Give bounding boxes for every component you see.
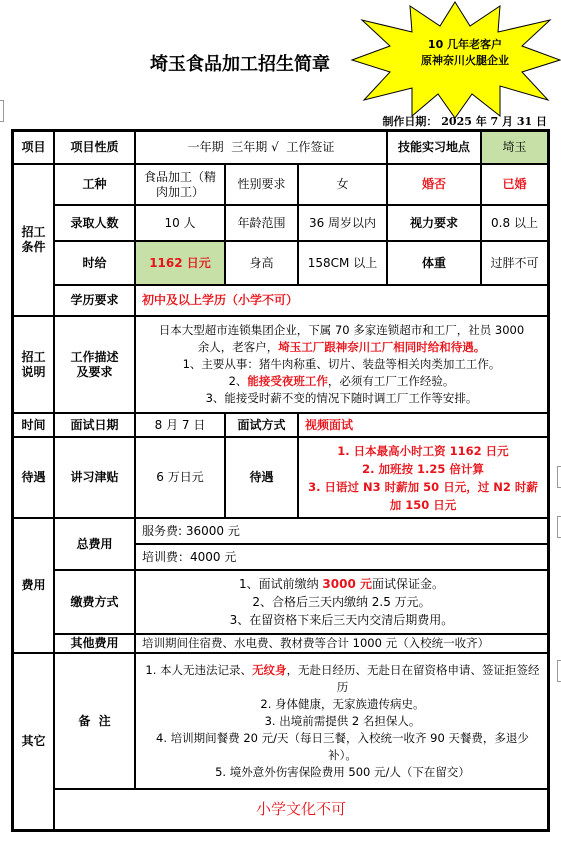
left-edge-marker [0, 100, 4, 122]
desc-line-3: 1、主要从事：猪牛肉称重、切片、装盘等相关肉类加工工作。 [182, 357, 501, 371]
section-misc: 其它 [13, 653, 54, 830]
weight-label: 体重 [387, 241, 481, 285]
training-fee: 培训费：4000 元 [135, 544, 548, 570]
section-desc: 招工说明 [13, 316, 54, 413]
age-value: 36 周岁以内 [298, 205, 387, 241]
edu-value: 初中及以上学历（小学不可） [135, 285, 548, 316]
section-fees: 费用 [13, 518, 54, 653]
section-benefit: 待遇 [13, 437, 54, 518]
note-1b: 无纹身 [252, 662, 287, 677]
interview-method-value: 视频面试 [298, 413, 548, 437]
desc-line-2a: 余人，老客户， [197, 340, 279, 354]
desc-content [135, 316, 548, 413]
pay-method-content [135, 570, 548, 634]
header-project: 项目 [13, 131, 54, 164]
wage-value [135, 241, 225, 285]
benefit-item-3: 3. 日语过 N3 时薪加 50 日元，过 N2 时薪加 150 日元 [308, 479, 538, 512]
pay-line-1b: 3000 元 [322, 577, 372, 591]
location-label: 技能实习地点 [387, 131, 481, 164]
note-4: 4. 培训期间餐费 20 元/天（每日三餐，入校统一收齐 90 天餐费，多退少补）。 [156, 730, 529, 762]
height-label: 身高 [225, 241, 298, 285]
pay-line-1a: 1、面试前缴纳 [238, 577, 323, 591]
count-label: 录取人数 [54, 205, 135, 241]
badge-line1: 10 几年老客户 [427, 38, 503, 51]
right-edge-marker [557, 466, 561, 488]
note-3: 3. 出境前需提供 2 名担保人。 [264, 713, 421, 728]
gender-value: 女 [298, 164, 387, 205]
notes-content [135, 653, 548, 789]
wage-label: 时给 [54, 241, 135, 285]
badge-line2: 原神奈川火腿企业 [421, 54, 509, 67]
benefit-label: 待遇 [225, 437, 298, 518]
weight-value: 过胖不可 [481, 241, 548, 285]
desc-line-4a: 2、 [228, 374, 248, 388]
note-5: 5. 境外意外伤害保险费用 500 元/人（下在留交） [215, 764, 470, 779]
desc-line-4 [142, 373, 541, 390]
vision-value: 0.8 以上 [481, 205, 548, 241]
period-options: 一年期 三年期 √ 工作签证 [135, 131, 387, 164]
pay-line-3: 3、在留资格下来后三天内交清后期费用。 [229, 613, 454, 627]
notes-label: 备 注 [54, 653, 135, 789]
note-2: 2. 身体健康，无家族遗传病史。 [260, 696, 425, 711]
note-1a: 1. 本人无违法记录、 [145, 662, 253, 677]
interview-date-label: 面试日期 [54, 413, 135, 437]
section-time: 时间 [13, 413, 54, 437]
final-note: 小学文化不可 [54, 789, 548, 830]
desc-line-2 [142, 339, 541, 356]
age-label: 年龄范围 [225, 205, 298, 241]
badge-text [395, 37, 535, 69]
location-value: 埼玉 [481, 131, 548, 164]
desc-line-4c: ，必须有工厂工作经验。 [327, 374, 455, 388]
edu-label: 学历要求 [54, 285, 135, 316]
other-fee-value: 培训期间住宿费、水电费、教材费等合计 1000 元（入校统一收齐） [135, 634, 548, 653]
note-1 [144, 662, 541, 696]
gender-label: 性别要求 [225, 164, 298, 205]
pay-method-label: 缴费方式 [54, 570, 135, 634]
service-fee: 服务费: 36000 元 [135, 518, 548, 544]
desc-line-1: 日本大型超市连锁集团企业，下属 70 多家连锁超市和工厂，社员 3000 [158, 323, 525, 337]
note-1c: ，无赴日经历、无赴日在留资格申请、签证拒签经历 [286, 662, 540, 694]
benefit-item-2: 2. 加班按 1.25 倍计算 [362, 461, 484, 476]
pay-line-1c: 面试保证金。 [372, 577, 445, 591]
issue-date: 制作日期： 2025 年 7 月 31 日 [382, 115, 547, 128]
benefit-list [298, 437, 548, 518]
benefit-item-1: 1. 日本最高小时工资 1162 日元 [337, 443, 509, 458]
other-fee-label: 其他费用 [54, 634, 135, 653]
vision-label: 视力要求 [387, 205, 481, 241]
header-nature: 项目性质 [54, 131, 135, 164]
interview-method-label: 面试方式 [225, 413, 298, 437]
married-label: 婚否 [387, 164, 481, 205]
total-fee-label: 总费用 [54, 518, 135, 570]
interview-date-value: 8 月 7 日 [135, 413, 225, 437]
right-edge-marker-2 [557, 516, 561, 538]
height-value: 158CM 以上 [298, 241, 387, 285]
recruitment-table [11, 129, 550, 832]
job-value: 食品加工（精肉加工） [135, 164, 225, 205]
pay-line-2: 2、合格后三天内缴纳 2.5 万元。 [252, 595, 431, 609]
job-label: 工种 [54, 164, 135, 205]
section-recruit: 招工条件 [13, 164, 54, 316]
desc-label: 工作描述及要求 [54, 316, 135, 413]
desc-line-2b: 埼玉工厂跟神奈川工厂相同时给和待遇。 [278, 340, 486, 354]
pay-line-1 [142, 575, 541, 593]
married-value: 已婚 [481, 164, 548, 205]
desc-line-5: 3、能接受时薪不变的情况下随时调工厂工作等安排。 [205, 391, 478, 405]
count-value: 10 人 [135, 205, 225, 241]
right-edge-marker-3 [557, 660, 561, 682]
page-title: 埼玉食品加工招生简章 [150, 54, 330, 75]
subsidy-value: 6 万日元 [135, 437, 225, 518]
subsidy-label: 讲习津贴 [54, 437, 135, 518]
wage-text: 1162 日元 [149, 255, 211, 270]
desc-line-4b: 能接受夜班工作 [247, 374, 328, 388]
